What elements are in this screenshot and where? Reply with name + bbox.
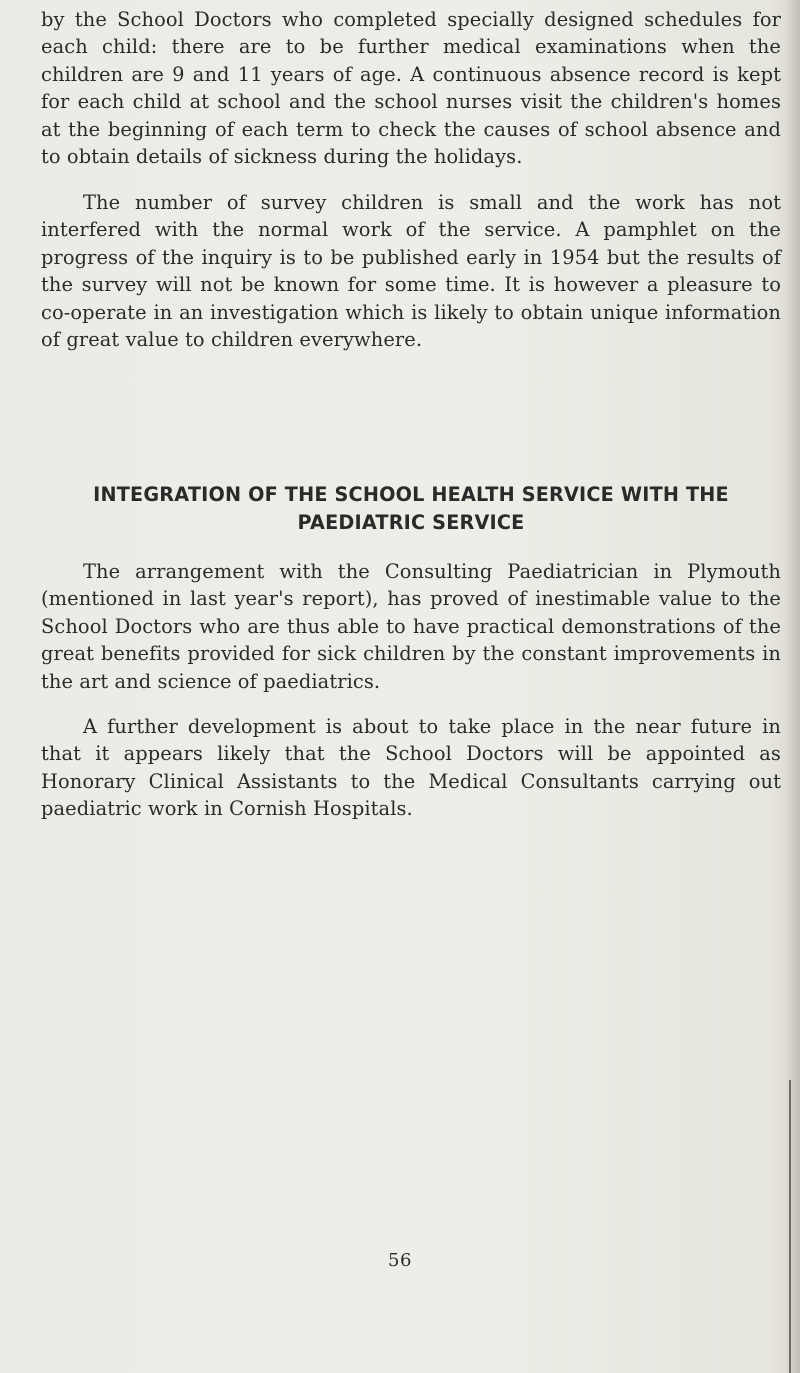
paragraph-survey-children: The number of survey children is small and the work has not interfered with the normal work of the service. A pamphlet on the progress of the inquiry is to be published early in 1954 but the results of the survey will not be known for some time. It is however a pleasure to co-operate in an investigation which is likely to obtain unique information of great value to children everywhere.	[41, 191, 781, 352]
paragraph-continuation: by the School Doctors who completed specially designed schedules for each child: there are to be further medical examinations when the children are 9 and 11 years of age. A continuous absence record is kept for each child at school and the school nurses visit the children's homes at the beginning of each term to check the causes of school absence and to obtain details of sickness during the holidays.	[41, 8, 781, 169]
page-edge-line	[789, 1080, 791, 1373]
paragraph-further-development: A further development is about to take place in the near future in that it appears likely that the School Doctors will be appointed as Honorary Clinical Assistants to the Medical Consultants carrying out paediatric work in Cornish Hospitals.	[41, 715, 781, 821]
page-number: 56	[388, 1250, 412, 1271]
section-heading: INTEGRATION OF THE SCHOOL HEALTH SERVICE WITH THE PAEDIATRIC SERVICE	[93, 483, 729, 534]
paragraph-consulting-paediatrician: The arrangement with the Consulting Paediatrician in Plymouth (mentioned in last year's report), has proved of inestimable value to the School Doctors who are thus able to have practical demonstrations of the great benefits provided for sick children by the constant improvements in the art and science of paediatrics.	[41, 560, 781, 693]
